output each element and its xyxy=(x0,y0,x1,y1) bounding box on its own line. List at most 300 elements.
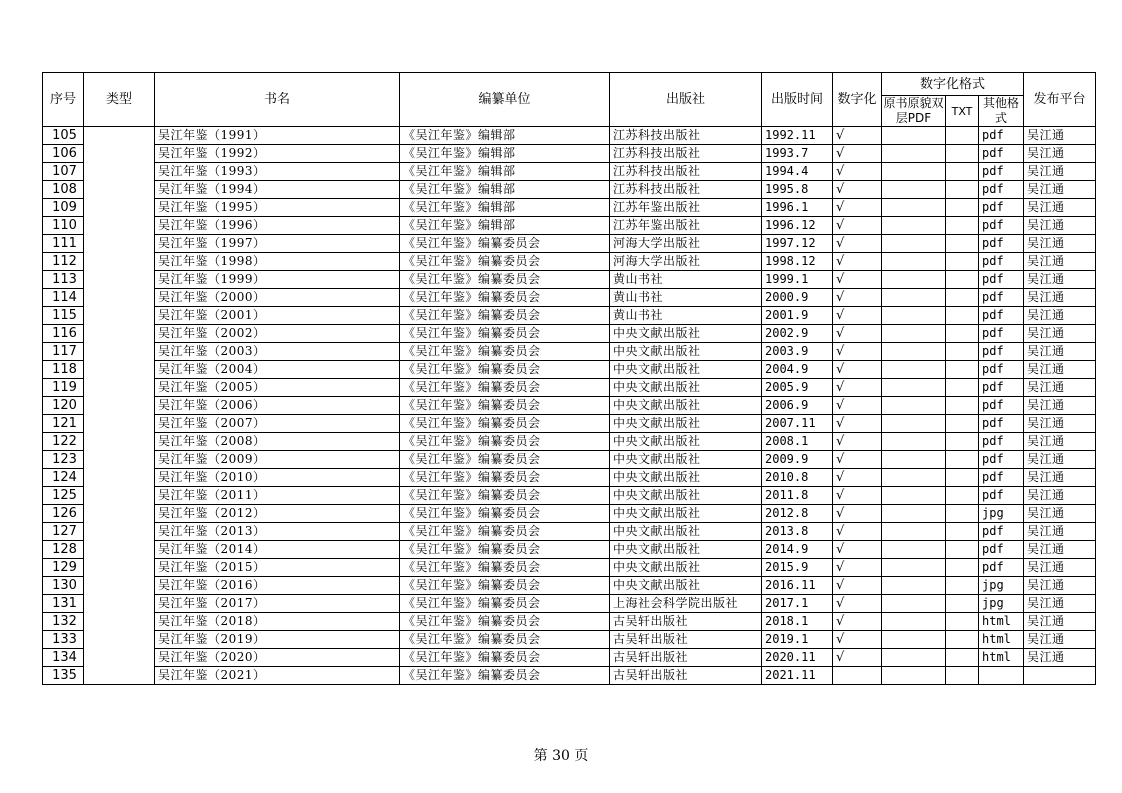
row-seq: 125 xyxy=(43,487,84,505)
row-platform: 吴江通 xyxy=(1024,451,1096,469)
row-title: 吴江年鉴（2010） xyxy=(155,469,400,487)
row-date: 2015.9 xyxy=(762,559,833,577)
row-publisher: 黄山书社 xyxy=(610,289,762,307)
row-editor: 《吴江年鉴》编纂委员会 xyxy=(400,451,610,469)
row-editor: 《吴江年鉴》编辑部 xyxy=(400,217,610,235)
row-publisher: 中央文献出版社 xyxy=(610,397,762,415)
row-seq: 128 xyxy=(43,541,84,559)
row-orig-pdf xyxy=(882,379,946,397)
header-platform: 发布平台 xyxy=(1024,73,1096,127)
row-title: 吴江年鉴（2003） xyxy=(155,343,400,361)
header-txt: TXT xyxy=(946,96,979,127)
table-row xyxy=(43,487,1096,505)
row-date: 2001.9 xyxy=(762,307,833,325)
row-digitized: √ xyxy=(833,379,882,397)
row-title: 吴江年鉴（2018） xyxy=(155,613,400,631)
row-digitized: √ xyxy=(833,415,882,433)
row-seq: 130 xyxy=(43,577,84,595)
row-other-format: pdf xyxy=(979,199,1024,217)
row-date: 2019.1 xyxy=(762,631,833,649)
row-date: 2017.1 xyxy=(762,595,833,613)
row-seq: 123 xyxy=(43,451,84,469)
row-platform: 吴江通 xyxy=(1024,253,1096,271)
row-date: 1996.12 xyxy=(762,217,833,235)
row-digitized: √ xyxy=(833,433,882,451)
row-publisher: 古吴轩出版社 xyxy=(610,667,762,685)
row-editor: 《吴江年鉴》编纂委员会 xyxy=(400,343,610,361)
row-title: 吴江年鉴（1999） xyxy=(155,271,400,289)
row-editor: 《吴江年鉴》编纂委员会 xyxy=(400,433,610,451)
row-date: 1993.7 xyxy=(762,145,833,163)
row-other-format: pdf xyxy=(979,559,1024,577)
row-title: 吴江年鉴（1998） xyxy=(155,253,400,271)
row-platform: 吴江通 xyxy=(1024,541,1096,559)
row-digitized: √ xyxy=(833,577,882,595)
table-row xyxy=(43,325,1096,343)
row-orig-pdf xyxy=(882,307,946,325)
table-row xyxy=(43,595,1096,613)
row-editor: 《吴江年鉴》编纂委员会 xyxy=(400,559,610,577)
row-title: 吴江年鉴（1994） xyxy=(155,181,400,199)
row-platform: 吴江通 xyxy=(1024,505,1096,523)
row-title: 吴江年鉴（2006） xyxy=(155,397,400,415)
row-other-format: pdf xyxy=(979,127,1024,145)
row-txt xyxy=(946,217,979,235)
row-txt xyxy=(946,289,979,307)
row-orig-pdf xyxy=(882,325,946,343)
row-txt xyxy=(946,163,979,181)
row-date: 2021.11 xyxy=(762,667,833,685)
row-title: 吴江年鉴（2001） xyxy=(155,307,400,325)
row-orig-pdf xyxy=(882,613,946,631)
table-row xyxy=(43,379,1096,397)
row-date: 1995.8 xyxy=(762,181,833,199)
row-editor: 《吴江年鉴》编辑部 xyxy=(400,181,610,199)
row-orig-pdf xyxy=(882,487,946,505)
row-publisher: 中央文献出版社 xyxy=(610,451,762,469)
row-orig-pdf xyxy=(882,253,946,271)
row-txt xyxy=(946,451,979,469)
row-publisher: 古吴轩出版社 xyxy=(610,613,762,631)
row-seq: 127 xyxy=(43,523,84,541)
row-platform: 吴江通 xyxy=(1024,397,1096,415)
row-title: 吴江年鉴（1991） xyxy=(155,127,400,145)
catalog-table xyxy=(42,72,1096,685)
row-digitized: √ xyxy=(833,649,882,667)
row-txt xyxy=(946,343,979,361)
row-seq: 135 xyxy=(43,667,84,685)
row-publisher: 中央文献出版社 xyxy=(610,505,762,523)
row-seq: 111 xyxy=(43,235,84,253)
table-row xyxy=(43,451,1096,469)
row-title: 吴江年鉴（2013） xyxy=(155,523,400,541)
row-txt xyxy=(946,307,979,325)
row-platform: 吴江通 xyxy=(1024,433,1096,451)
table-row xyxy=(43,667,1096,685)
row-publisher: 中央文献出版社 xyxy=(610,523,762,541)
row-other-format: html xyxy=(979,649,1024,667)
row-digitized: √ xyxy=(833,541,882,559)
row-editor: 《吴江年鉴》编辑部 xyxy=(400,199,610,217)
row-orig-pdf xyxy=(882,541,946,559)
row-platform: 吴江通 xyxy=(1024,217,1096,235)
row-other-format: jpg xyxy=(979,577,1024,595)
row-txt xyxy=(946,595,979,613)
row-title: 吴江年鉴（2017） xyxy=(155,595,400,613)
row-date: 1997.12 xyxy=(762,235,833,253)
row-editor: 《吴江年鉴》编纂委员会 xyxy=(400,577,610,595)
row-orig-pdf xyxy=(882,397,946,415)
row-editor: 《吴江年鉴》编纂委员会 xyxy=(400,469,610,487)
row-title: 吴江年鉴（2015） xyxy=(155,559,400,577)
row-seq: 112 xyxy=(43,253,84,271)
table-row xyxy=(43,577,1096,595)
row-other-format: pdf xyxy=(979,163,1024,181)
row-other-format: pdf xyxy=(979,271,1024,289)
row-date: 2020.11 xyxy=(762,649,833,667)
row-editor: 《吴江年鉴》编纂委员会 xyxy=(400,649,610,667)
row-publisher: 江苏年鉴出版社 xyxy=(610,199,762,217)
header-date: 出版时间 xyxy=(762,73,833,127)
row-seq: 121 xyxy=(43,415,84,433)
row-editor: 《吴江年鉴》编辑部 xyxy=(400,145,610,163)
row-publisher: 中央文献出版社 xyxy=(610,541,762,559)
table-row xyxy=(43,199,1096,217)
table-row xyxy=(43,631,1096,649)
row-digitized: √ xyxy=(833,451,882,469)
row-digitized: √ xyxy=(833,325,882,343)
table-body xyxy=(43,127,1096,685)
row-platform: 吴江通 xyxy=(1024,559,1096,577)
row-other-format: pdf xyxy=(979,289,1024,307)
row-editor: 《吴江年鉴》编辑部 xyxy=(400,163,610,181)
row-platform: 吴江通 xyxy=(1024,325,1096,343)
row-date: 1996.1 xyxy=(762,199,833,217)
table-row xyxy=(43,127,1096,145)
table-row xyxy=(43,145,1096,163)
row-other-format: pdf xyxy=(979,181,1024,199)
row-publisher: 中央文献出版社 xyxy=(610,487,762,505)
row-digitized: √ xyxy=(833,145,882,163)
row-digitized: √ xyxy=(833,163,882,181)
row-orig-pdf xyxy=(882,523,946,541)
row-digitized: √ xyxy=(833,361,882,379)
table-row xyxy=(43,163,1096,181)
row-publisher: 中央文献出版社 xyxy=(610,469,762,487)
row-orig-pdf xyxy=(882,649,946,667)
row-orig-pdf xyxy=(882,199,946,217)
row-seq: 110 xyxy=(43,217,84,235)
row-digitized: √ xyxy=(833,181,882,199)
row-other-format: pdf xyxy=(979,433,1024,451)
row-platform: 吴江通 xyxy=(1024,145,1096,163)
row-date: 2005.9 xyxy=(762,379,833,397)
row-txt xyxy=(946,667,979,685)
row-platform: 吴江通 xyxy=(1024,361,1096,379)
row-platform: 吴江通 xyxy=(1024,271,1096,289)
row-txt xyxy=(946,541,979,559)
row-editor: 《吴江年鉴》编纂委员会 xyxy=(400,595,610,613)
row-digitized: √ xyxy=(833,307,882,325)
row-seq: 134 xyxy=(43,649,84,667)
row-platform: 吴江通 xyxy=(1024,577,1096,595)
row-title: 吴江年鉴（2000） xyxy=(155,289,400,307)
row-publisher: 江苏科技出版社 xyxy=(610,145,762,163)
row-publisher: 中央文献出版社 xyxy=(610,559,762,577)
row-platform: 吴江通 xyxy=(1024,631,1096,649)
row-date: 2010.8 xyxy=(762,469,833,487)
row-txt xyxy=(946,379,979,397)
row-publisher: 中央文献出版社 xyxy=(610,433,762,451)
row-publisher: 中央文献出版社 xyxy=(610,415,762,433)
row-title: 吴江年鉴（2021） xyxy=(155,667,400,685)
row-other-format: jpg xyxy=(979,505,1024,523)
row-digitized xyxy=(833,667,882,685)
row-other-format: pdf xyxy=(979,307,1024,325)
row-orig-pdf xyxy=(882,289,946,307)
row-txt xyxy=(946,433,979,451)
row-digitized: √ xyxy=(833,631,882,649)
row-orig-pdf xyxy=(882,235,946,253)
row-title: 吴江年鉴（2009） xyxy=(155,451,400,469)
header-title: 书名 xyxy=(155,73,400,127)
row-title: 吴江年鉴（2011） xyxy=(155,487,400,505)
row-platform: 吴江通 xyxy=(1024,181,1096,199)
header-type: 类型 xyxy=(84,73,155,127)
row-digitized: √ xyxy=(833,397,882,415)
row-digitized: √ xyxy=(833,343,882,361)
table-row xyxy=(43,433,1096,451)
row-editor: 《吴江年鉴》编纂委员会 xyxy=(400,415,610,433)
row-editor: 《吴江年鉴》编纂委员会 xyxy=(400,505,610,523)
table-row xyxy=(43,469,1096,487)
table-row xyxy=(43,541,1096,559)
row-other-format: pdf xyxy=(979,145,1024,163)
row-date: 2012.8 xyxy=(762,505,833,523)
row-publisher: 中央文献出版社 xyxy=(610,379,762,397)
table-row xyxy=(43,217,1096,235)
row-digitized: √ xyxy=(833,559,882,577)
row-date: 1998.12 xyxy=(762,253,833,271)
row-editor: 《吴江年鉴》编纂委员会 xyxy=(400,253,610,271)
row-editor: 《吴江年鉴》编纂委员会 xyxy=(400,667,610,685)
row-platform: 吴江通 xyxy=(1024,379,1096,397)
row-orig-pdf xyxy=(882,451,946,469)
row-digitized: √ xyxy=(833,595,882,613)
row-other-format: pdf xyxy=(979,217,1024,235)
row-date: 2000.9 xyxy=(762,289,833,307)
row-editor: 《吴江年鉴》编纂委员会 xyxy=(400,523,610,541)
row-editor: 《吴江年鉴》编纂委员会 xyxy=(400,613,610,631)
row-orig-pdf xyxy=(882,343,946,361)
row-title: 吴江年鉴（2002） xyxy=(155,325,400,343)
row-date: 2007.11 xyxy=(762,415,833,433)
row-platform xyxy=(1024,667,1096,685)
row-seq: 129 xyxy=(43,559,84,577)
row-platform: 吴江通 xyxy=(1024,523,1096,541)
row-title: 吴江年鉴（1996） xyxy=(155,217,400,235)
row-digitized: √ xyxy=(833,613,882,631)
row-other-format: html xyxy=(979,613,1024,631)
row-date: 2018.1 xyxy=(762,613,833,631)
table-row xyxy=(43,253,1096,271)
row-orig-pdf xyxy=(882,415,946,433)
row-editor: 《吴江年鉴》编纂委员会 xyxy=(400,379,610,397)
row-publisher: 河海大学出版社 xyxy=(610,235,762,253)
row-orig-pdf xyxy=(882,361,946,379)
row-title: 吴江年鉴（2004） xyxy=(155,361,400,379)
header-digitized: 数字化 xyxy=(833,73,882,127)
row-seq: 122 xyxy=(43,433,84,451)
row-platform: 吴江通 xyxy=(1024,307,1096,325)
row-date: 2004.9 xyxy=(762,361,833,379)
row-title: 吴江年鉴（1992） xyxy=(155,145,400,163)
row-title: 吴江年鉴（1993） xyxy=(155,163,400,181)
row-digitized: √ xyxy=(833,523,882,541)
row-editor: 《吴江年鉴》编纂委员会 xyxy=(400,325,610,343)
table-row xyxy=(43,307,1096,325)
table-header xyxy=(43,73,1096,127)
row-seq: 132 xyxy=(43,613,84,631)
row-seq: 126 xyxy=(43,505,84,523)
row-txt xyxy=(946,469,979,487)
row-digitized: √ xyxy=(833,469,882,487)
row-date: 1994.4 xyxy=(762,163,833,181)
row-other-format: pdf xyxy=(979,541,1024,559)
table-row xyxy=(43,343,1096,361)
row-txt xyxy=(946,235,979,253)
row-platform: 吴江通 xyxy=(1024,343,1096,361)
row-publisher: 中央文献出版社 xyxy=(610,343,762,361)
row-platform: 吴江通 xyxy=(1024,487,1096,505)
row-txt xyxy=(946,523,979,541)
row-publisher: 古吴轩出版社 xyxy=(610,631,762,649)
row-date: 2002.9 xyxy=(762,325,833,343)
row-title: 吴江年鉴（1997） xyxy=(155,235,400,253)
row-seq: 124 xyxy=(43,469,84,487)
row-seq: 114 xyxy=(43,289,84,307)
row-other-format: pdf xyxy=(979,415,1024,433)
row-platform: 吴江通 xyxy=(1024,163,1096,181)
row-seq: 133 xyxy=(43,631,84,649)
row-orig-pdf xyxy=(882,505,946,523)
row-platform: 吴江通 xyxy=(1024,649,1096,667)
row-digitized: √ xyxy=(833,217,882,235)
row-other-format: pdf xyxy=(979,379,1024,397)
row-other-format: pdf xyxy=(979,469,1024,487)
row-seq: 113 xyxy=(43,271,84,289)
row-other-format: pdf xyxy=(979,487,1024,505)
row-platform: 吴江通 xyxy=(1024,127,1096,145)
row-orig-pdf xyxy=(882,181,946,199)
row-title: 吴江年鉴（2014） xyxy=(155,541,400,559)
row-txt xyxy=(946,199,979,217)
page-footer: 第 30 页 xyxy=(533,748,589,764)
header-digital-format: 数字化格式 xyxy=(882,73,1024,96)
row-date: 2011.8 xyxy=(762,487,833,505)
row-type xyxy=(84,127,155,685)
row-editor: 《吴江年鉴》编纂委员会 xyxy=(400,289,610,307)
row-orig-pdf xyxy=(882,271,946,289)
table-row xyxy=(43,559,1096,577)
row-platform: 吴江通 xyxy=(1024,289,1096,307)
row-digitized: √ xyxy=(833,487,882,505)
header-orig-pdf: 原书原貌双层PDF xyxy=(883,96,944,125)
table-row xyxy=(43,505,1096,523)
row-txt xyxy=(946,361,979,379)
row-orig-pdf xyxy=(882,667,946,685)
row-txt xyxy=(946,487,979,505)
row-txt xyxy=(946,181,979,199)
row-platform: 吴江通 xyxy=(1024,199,1096,217)
row-seq: 106 xyxy=(43,145,84,163)
row-digitized: √ xyxy=(833,253,882,271)
row-title: 吴江年鉴（2008） xyxy=(155,433,400,451)
row-orig-pdf xyxy=(882,145,946,163)
row-title: 吴江年鉴（2005） xyxy=(155,379,400,397)
row-other-format: pdf xyxy=(979,361,1024,379)
row-editor: 《吴江年鉴》编纂委员会 xyxy=(400,487,610,505)
row-publisher: 中央文献出版社 xyxy=(610,361,762,379)
row-title: 吴江年鉴（2012） xyxy=(155,505,400,523)
row-publisher: 江苏年鉴出版社 xyxy=(610,217,762,235)
row-orig-pdf xyxy=(882,559,946,577)
row-seq: 117 xyxy=(43,343,84,361)
row-txt xyxy=(946,559,979,577)
row-seq: 107 xyxy=(43,163,84,181)
row-editor: 《吴江年鉴》编纂委员会 xyxy=(400,541,610,559)
row-publisher: 江苏科技出版社 xyxy=(610,163,762,181)
row-txt xyxy=(946,127,979,145)
row-platform: 吴江通 xyxy=(1024,415,1096,433)
row-seq: 120 xyxy=(43,397,84,415)
row-seq: 108 xyxy=(43,181,84,199)
row-title: 吴江年鉴（2016） xyxy=(155,577,400,595)
row-seq: 118 xyxy=(43,361,84,379)
row-txt xyxy=(946,415,979,433)
row-publisher: 中央文献出版社 xyxy=(610,325,762,343)
row-other-format: pdf xyxy=(979,235,1024,253)
row-orig-pdf xyxy=(882,631,946,649)
row-other-format: pdf xyxy=(979,451,1024,469)
table-row xyxy=(43,415,1096,433)
table-row xyxy=(43,523,1096,541)
row-other-format: jpg xyxy=(979,595,1024,613)
header-publisher: 出版社 xyxy=(610,73,762,127)
row-date: 2009.9 xyxy=(762,451,833,469)
table-row xyxy=(43,271,1096,289)
row-editor: 《吴江年鉴》编辑部 xyxy=(400,127,610,145)
row-orig-pdf xyxy=(882,469,946,487)
row-editor: 《吴江年鉴》编纂委员会 xyxy=(400,235,610,253)
table-row xyxy=(43,289,1096,307)
header-editor: 编纂单位 xyxy=(400,73,610,127)
table-row xyxy=(43,649,1096,667)
row-date: 2016.11 xyxy=(762,577,833,595)
header-seq: 序号 xyxy=(43,73,84,127)
row-title: 吴江年鉴（2019） xyxy=(155,631,400,649)
row-publisher: 江苏科技出版社 xyxy=(610,181,762,199)
row-editor: 《吴江年鉴》编纂委员会 xyxy=(400,397,610,415)
header-other-format: 其他格式 xyxy=(979,96,1024,127)
row-other-format: pdf xyxy=(979,325,1024,343)
row-seq: 116 xyxy=(43,325,84,343)
row-publisher: 中央文献出版社 xyxy=(610,577,762,595)
row-other-format: pdf xyxy=(979,523,1024,541)
row-digitized: √ xyxy=(833,289,882,307)
row-seq: 119 xyxy=(43,379,84,397)
row-other-format xyxy=(979,667,1024,685)
